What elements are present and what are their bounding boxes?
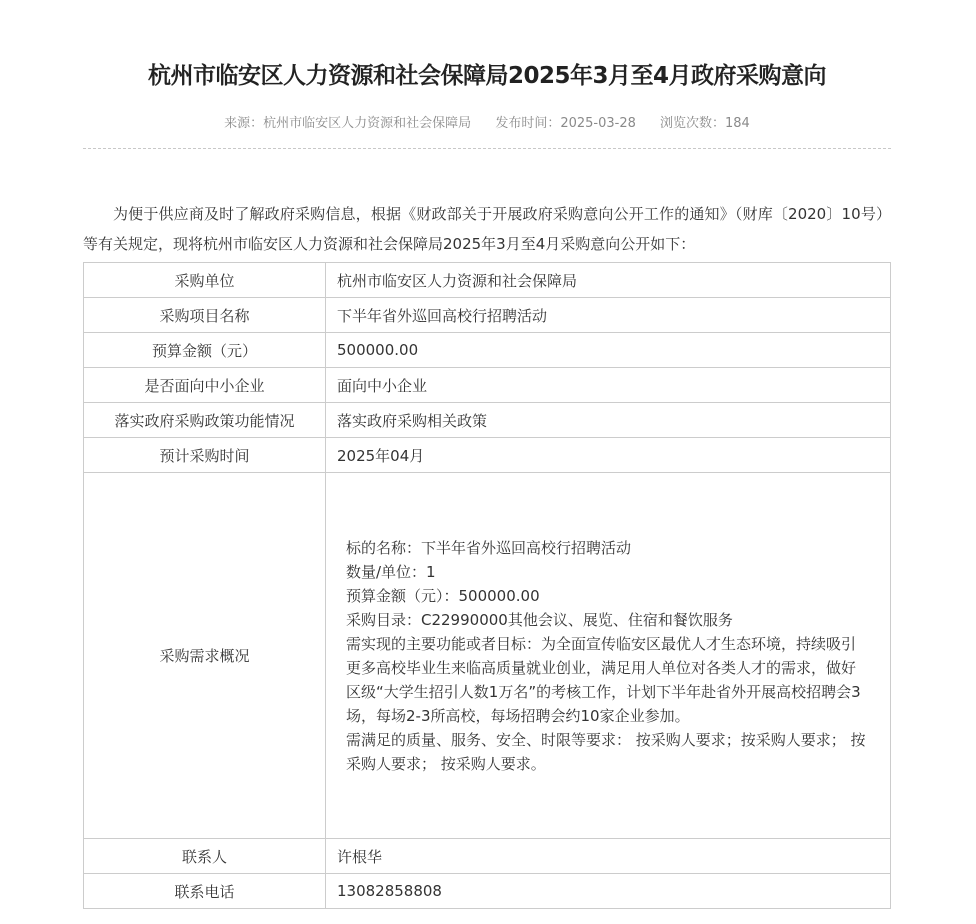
- table-row: [84, 403, 891, 438]
- requirement-summary: [326, 536, 890, 776]
- row-label: 预算金额（元）: [84, 333, 326, 368]
- contact-value: 许根华: [326, 839, 891, 874]
- table-row: [84, 874, 891, 909]
- quantity-line: 数量/单位：1: [346, 562, 436, 581]
- item-name-line: 标的名称：下半年省外巡回高校行招聘活动: [346, 538, 632, 557]
- row-label: 采购项目名称: [84, 298, 326, 333]
- requirement-row: [84, 473, 891, 839]
- row-label: 落实政府采购政策功能情况: [84, 403, 326, 438]
- publish-time: 发布时间：2025-03-28: [495, 116, 636, 131]
- row-value: 面向中小企业: [326, 368, 891, 403]
- row-value: 500000.00: [326, 333, 891, 368]
- phone-label: 联系电话: [84, 874, 326, 909]
- divider: [83, 148, 891, 149]
- budget-line: 预算金额（元）：500000.00: [346, 586, 540, 605]
- row-label: 采购单位: [84, 263, 326, 298]
- row-value: 落实政府采购相关政策: [326, 403, 891, 438]
- table-row: [84, 438, 891, 473]
- table-row: [84, 368, 891, 403]
- goal-line: 需实现的主要功能或者目标：为全面宣传临安区最优人才生态环境，持续吸引更多高校毕业生来临高质量就业创业，满足用人单位对各类人才的需求，做好区级“大学生招引人数1万名”的考核工作，计划下半年赴省外开展高校招聘会3场，每场2-3所高校，每场招聘会约10家企业参加。: [346, 634, 861, 725]
- procurement-table: [83, 262, 891, 909]
- quality-requirement-line: 需满足的质量、服务、安全、时限等要求： 按采购人要求；按采购人要求； 按采购人要求； 按采购人要求。: [346, 730, 866, 773]
- table-row: [84, 839, 891, 874]
- contact-label: 联系人: [84, 839, 326, 874]
- source-text: 来源：杭州市临安区人力资源和社会保障局: [224, 116, 472, 131]
- row-label: 是否面向中小企业: [84, 368, 326, 403]
- requirement-label: 采购需求概况: [84, 473, 326, 839]
- article: [83, 0, 891, 909]
- row-label: 预计采购时间: [84, 438, 326, 473]
- table-row: [84, 298, 891, 333]
- view-count: 浏览次数：184: [660, 116, 750, 131]
- table-row: [84, 333, 891, 368]
- table-row: [84, 263, 891, 298]
- article-meta: [83, 114, 891, 134]
- intro-paragraph: 为便于供应商及时了解政府采购信息，根据《财政部关于开展政府采购意向公开工作的通知》（财库〔2020〕10号）等有关规定，现将杭州市临安区人力资源和社会保障局2025年3月至4月采购意向公开如下：: [83, 205, 891, 253]
- row-value: 2025年04月: [326, 438, 891, 473]
- page-title: 杭州市临安区人力资源和社会保障局2025年3月至4月政府采购意向: [147, 63, 827, 89]
- row-value: 杭州市临安区人力资源和社会保障局: [326, 263, 891, 298]
- row-value: 下半年省外巡回高校行招聘活动: [326, 298, 891, 333]
- phone-value: 13082858808: [326, 874, 891, 909]
- catalog-line: 采购目录：C22990000其他会议、展览、住宿和餐饮服务: [346, 610, 733, 629]
- requirement-cell: [326, 473, 891, 839]
